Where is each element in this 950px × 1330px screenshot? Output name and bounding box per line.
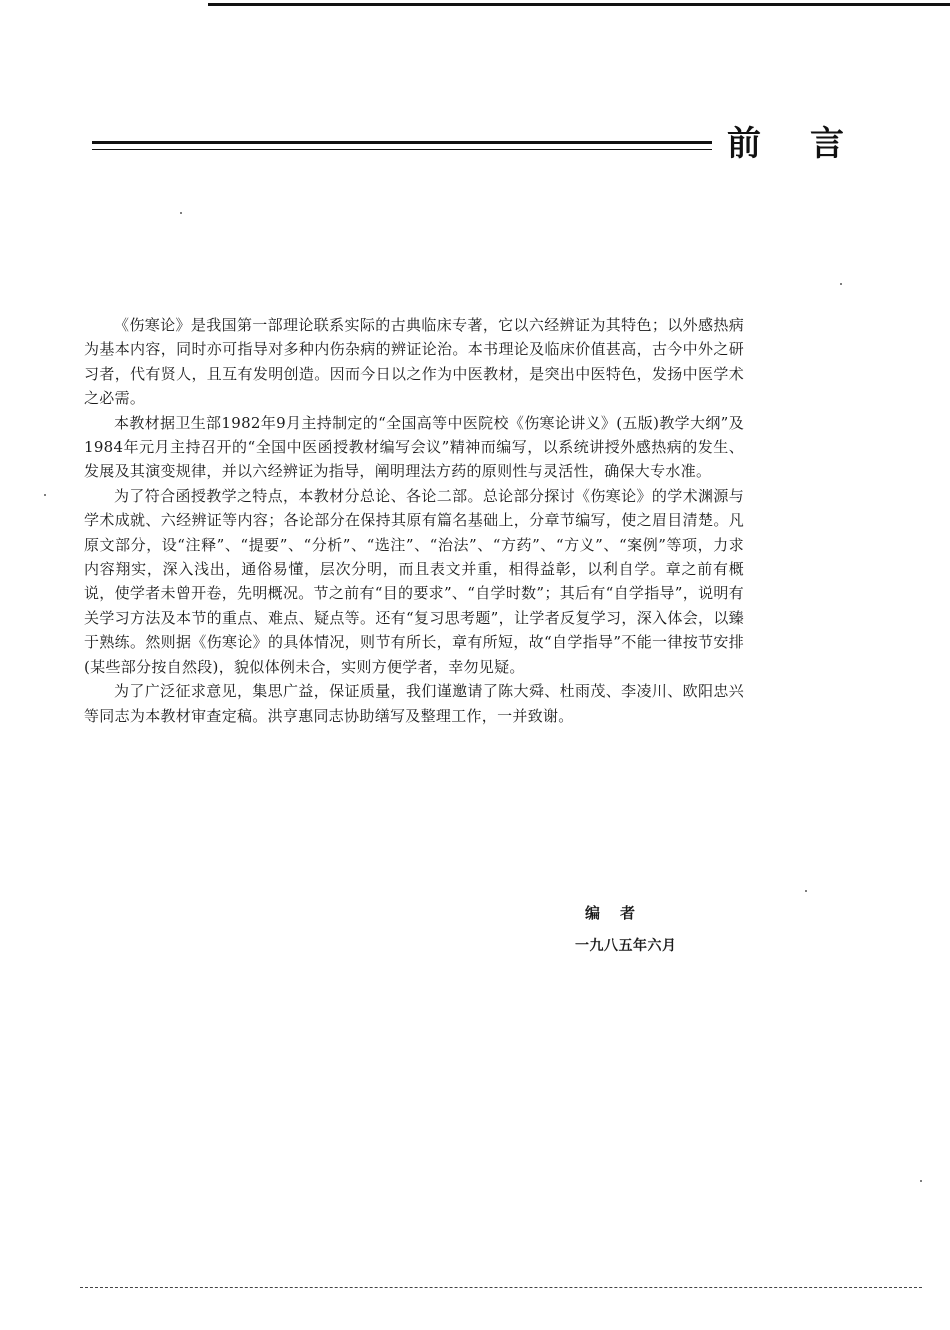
paragraph-4: 为了广泛征求意见，集思广益，保证质量，我们谨邀请了陈大舜、杜雨茂、李凌川、欧阳忠兴等同志为本教材审查定稿。洪亨惠同志协助缮写及整理工作，一并致谢。 bbox=[84, 682, 744, 725]
scan-speck bbox=[44, 494, 46, 496]
scan-speck bbox=[805, 890, 807, 892]
page-title-char-2: 言 bbox=[810, 124, 844, 164]
scan-speck bbox=[920, 1180, 922, 1182]
top-border-rule bbox=[208, 3, 950, 6]
author-signature: 编者 bbox=[585, 904, 656, 922]
heading-rule-thin bbox=[92, 149, 712, 150]
page-title-char-1: 前 bbox=[727, 124, 761, 164]
publication-date: 一九八五年六月 bbox=[575, 938, 677, 954]
heading-rule bbox=[92, 141, 712, 144]
paragraph-3: 为了符合函授教学之特点，本教材分总论、各论二部。总论部分探讨《伤寒论》的学术渊源与学术成就、六经辨证等内容；各论部分在保持其原有篇名基础上，分章节编写，使之眉目清楚。凡原文部分，设“注释”、“提要”、“分析”、“选注”、“治法”、“方药”、“方义”、“案例”等项，力求内容翔实，深入浅出，通俗易懂，层次分明，而且表文并重，相得益彰，以利自学。章之前有概说，使学者未曾开卷，先明概况。节之前有“目的要求”、“自学时数”；其后有“自学指导”，说明有关学习方法及本节的重点、难点、疑点等。还有“复习思考题”，让学者反复学习，深入体会，以臻于熟练。然则据《伤寒论》的具体情况，则节有所长，章有所短，故“自学指导”不能一律按节安排(某些部分按自然段)，貌似体例未合，实则方便学者，幸勿见疑。 bbox=[84, 486, 744, 676]
bottom-border-rule bbox=[80, 1287, 922, 1288]
paragraph-1: 《伤寒论》是我国第一部理论联系实际的古典临床专著，它以六经辨证为其特色；以外感热病为基本内容，同时亦可指导对多种内伤杂病的辨证论治。本书理论及临床价值甚高，古今中外之研习者，代有贤人，且互有发明创造。因而今日以之作为中医教材，是突出中医特色，发扬中医学术之必需。 bbox=[84, 316, 744, 408]
preface-body bbox=[84, 313, 744, 728]
paragraph-2: 本教材据卫生部1982年9月主持制定的“全国高等中医院校《伤寒论讲义》(五版)教学大纲”及1984年元月主持召开的“全国中医函授教材编写会议”精神而编写，以系统讲授外感热病的发生、发展及其演变规律，并以六经辨证为指导，阐明理法方药的原则性与灵活性，确保大专水准。 bbox=[84, 413, 744, 481]
scan-speck bbox=[840, 283, 842, 285]
scan-speck bbox=[180, 212, 182, 214]
